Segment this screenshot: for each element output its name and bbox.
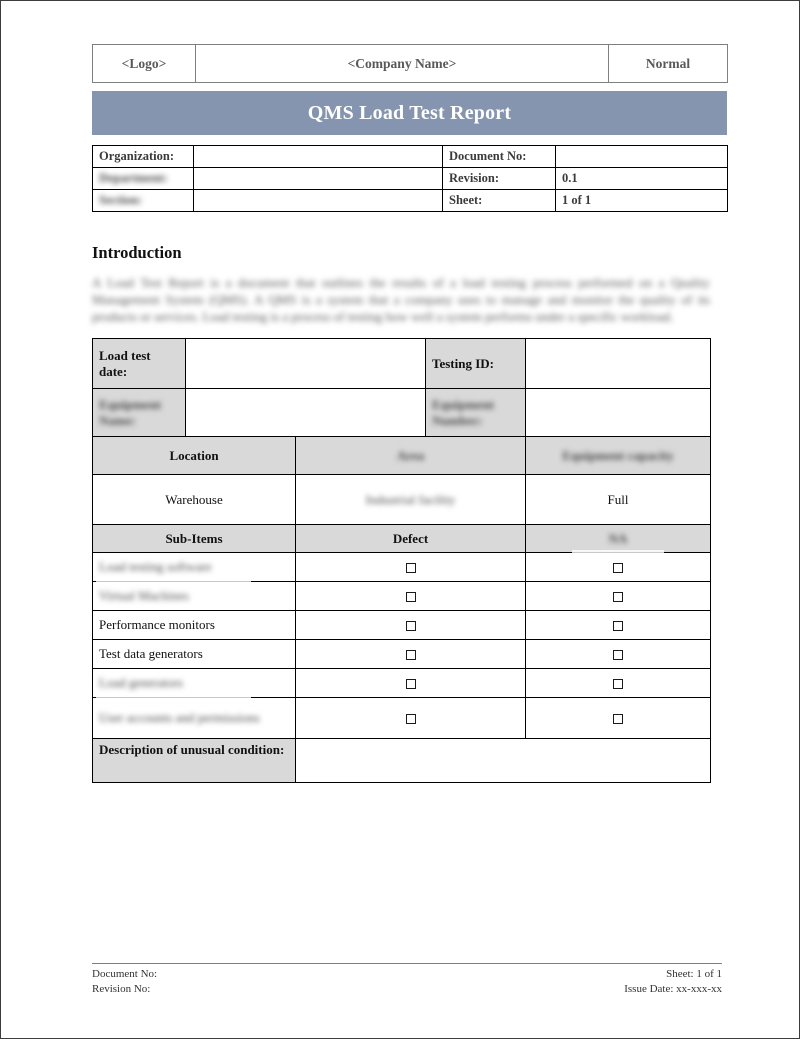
footer-right — [624, 967, 722, 996]
na-checkbox-cell — [526, 669, 711, 698]
table-row — [93, 146, 728, 168]
na-checkbox-cell — [526, 553, 711, 582]
na-checkbox-cell — [526, 698, 711, 739]
table-row — [93, 669, 711, 698]
defect-checkbox[interactable] — [406, 714, 416, 724]
section-input[interactable] — [194, 190, 443, 212]
table-row — [93, 553, 711, 582]
defect-checkbox-cell — [296, 611, 526, 640]
table-row — [93, 389, 711, 437]
na-checkbox[interactable] — [613, 563, 623, 573]
logo-placeholder: <Logo> — [93, 45, 196, 83]
footer-issue-date: Issue Date: xx-xxx-xx — [624, 982, 722, 995]
table-row — [93, 168, 728, 190]
organization-label: Organization: — [93, 146, 194, 168]
defect-header: Defect — [296, 525, 526, 553]
sub-item-label: User accounts and permissions — [93, 698, 296, 739]
table-row — [93, 582, 711, 611]
equipment-number-input[interactable] — [526, 389, 711, 437]
table-row — [93, 640, 711, 669]
location-subitems-table — [92, 436, 711, 783]
defect-checkbox-cell — [296, 582, 526, 611]
equipment-name-label: Equipment Name: — [93, 389, 186, 437]
equipment-capacity-header: Equipment capacity — [526, 437, 711, 475]
sheet-value: 1 of 1 — [556, 190, 728, 212]
page-title: QMS Load Test Report — [92, 91, 727, 135]
description-label: Description of unusual condition: — [93, 739, 296, 783]
department-input[interactable] — [194, 168, 443, 190]
na-checkbox[interactable] — [613, 650, 623, 660]
defect-checkbox-cell — [296, 698, 526, 739]
revision-label: Revision: — [443, 168, 556, 190]
equipment-name-input[interactable] — [186, 389, 426, 437]
defect-checkbox-cell — [296, 553, 526, 582]
footer-revision-no: Revision No: — [92, 982, 151, 995]
company-name: <Company Name> — [196, 45, 609, 83]
location-value: Warehouse — [93, 475, 296, 525]
defect-checkbox[interactable] — [406, 650, 416, 660]
sub-item-label: Load testing software — [93, 553, 296, 582]
na-checkbox-cell — [526, 611, 711, 640]
footer-sheet: Sheet: 1 of 1 — [666, 968, 722, 980]
na-checkbox[interactable] — [613, 621, 623, 631]
sub-item-label: Test data generators — [93, 640, 296, 669]
sub-item-label: Load generators — [93, 669, 296, 698]
document-info-table — [92, 145, 728, 212]
defect-checkbox-cell — [296, 640, 526, 669]
na-checkbox[interactable] — [613, 592, 623, 602]
table-row — [93, 611, 711, 640]
location-header: Location — [93, 437, 296, 475]
table-row — [93, 525, 711, 553]
defect-checkbox[interactable] — [406, 563, 416, 573]
header-table — [92, 44, 728, 83]
na-checkbox[interactable] — [613, 679, 623, 689]
sheet-label: Sheet: — [443, 190, 556, 212]
defect-checkbox-cell — [296, 669, 526, 698]
test-details-table — [92, 338, 711, 437]
testing-id-input[interactable] — [526, 339, 711, 389]
footer-document-no: Document No: — [92, 968, 158, 980]
equipment-number-label: Equipment Number: — [426, 389, 526, 437]
introduction-heading: Introduction — [92, 243, 182, 262]
organization-input[interactable] — [194, 146, 443, 168]
equipment-capacity-value: Full — [526, 475, 711, 525]
area-header: Area — [296, 437, 526, 475]
na-checkbox[interactable] — [613, 714, 623, 724]
defect-checkbox[interactable] — [406, 621, 416, 631]
na-checkbox-cell — [526, 582, 711, 611]
document-no-label: Document No: — [443, 146, 556, 168]
table-row — [93, 339, 711, 389]
table-row — [93, 190, 728, 212]
table-row — [93, 475, 711, 525]
sub-item-label: Virtual Machines — [93, 582, 296, 611]
department-label: Department: — [93, 168, 194, 190]
page-footer — [92, 963, 722, 996]
defect-checkbox[interactable] — [406, 592, 416, 602]
table-row — [93, 739, 711, 783]
load-test-date-label: Load test date: — [93, 339, 186, 389]
revision-value: 0.1 — [556, 168, 728, 190]
classification-label: Normal — [609, 45, 728, 83]
sub-items-header: Sub-Items — [93, 525, 296, 553]
area-value: Industrial facility — [296, 475, 526, 525]
table-row — [93, 698, 711, 739]
load-test-date-input[interactable] — [186, 339, 426, 389]
introduction-paragraph: A Load Test Report is a document that outlines the results of a load testing process performed on a Quality Management System (QMS). A QMS is a system that a company uses to manage and monitor the quality of its products or services. Load testing is a process of testing how well a system performs under a specific workload. — [92, 275, 710, 324]
sub-item-label: Performance monitors — [93, 611, 296, 640]
na-checkbox-cell — [526, 640, 711, 669]
testing-id-label: Testing ID: — [426, 339, 526, 389]
section-label: Section: — [93, 190, 194, 212]
na-header: NA — [526, 525, 711, 553]
defect-checkbox[interactable] — [406, 679, 416, 689]
description-input[interactable] — [296, 739, 711, 783]
table-row — [93, 437, 711, 475]
footer-left — [92, 967, 157, 996]
document-no-input[interactable] — [556, 146, 728, 168]
